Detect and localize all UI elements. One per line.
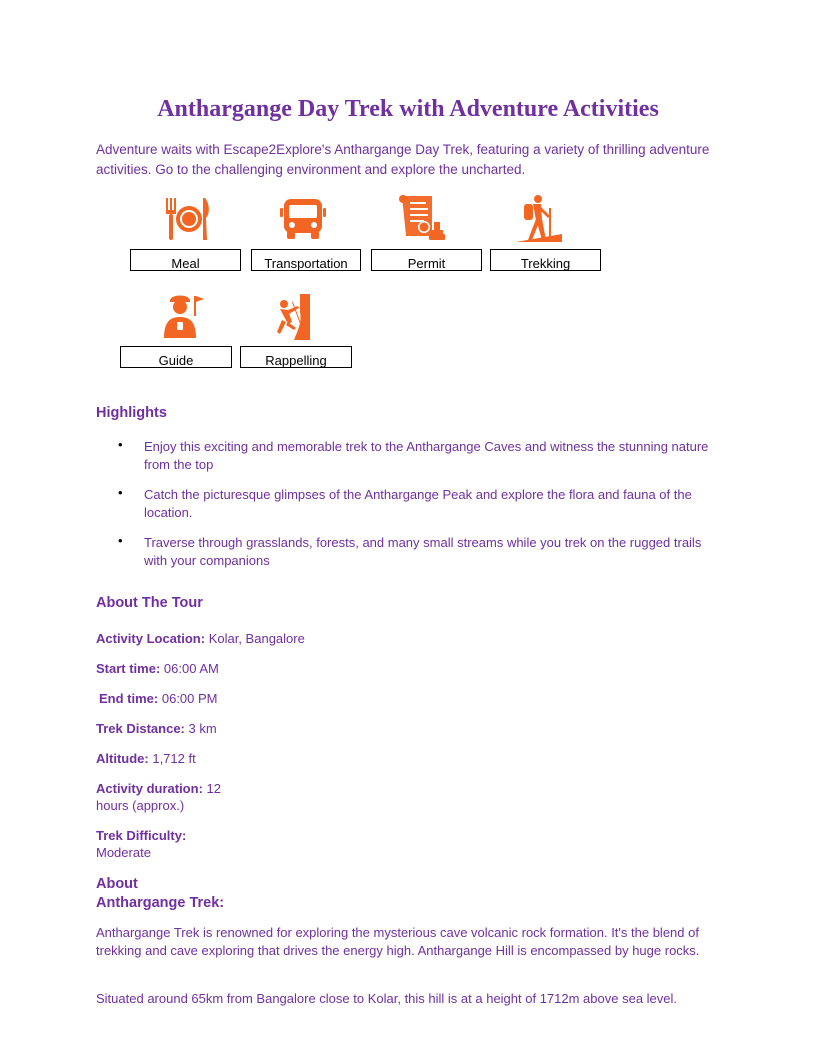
permit-icon: [398, 194, 448, 242]
feature-guide-label: Guide: [120, 346, 232, 368]
fact-location: Activity Location: Kolar, Bangalore: [96, 631, 305, 646]
guide-icon: [160, 292, 210, 340]
fact-altitude: Altitude: 1,712 ft: [96, 751, 196, 766]
list-item: • Enjoy this exciting and memorable trek to the Anthargange Caves and witness the stunning nature from the top: [118, 437, 709, 472]
feature-rappelling-label: Rappelling: [240, 346, 352, 368]
list-item: • Traverse through grasslands, forests, and many small streams while you trek on the rugged trails with your companions: [118, 533, 702, 568]
fact-difficulty: Trek Difficulty: Moderate: [96, 828, 187, 860]
highlights-list: [96, 438, 721, 582]
feature-permit-label: Permit: [371, 249, 482, 271]
fact-end-time: End time: 06:00 PM: [99, 691, 218, 706]
about-trek-heading: About Anthargange Trek:: [96, 876, 225, 911]
hiker-icon: [514, 194, 564, 242]
fact-trek-distance: Trek Distance: 3 km: [96, 721, 217, 736]
about-trek-paragraph-1: Anthargange Trek is renowned for exploring the mysterious cave volcanic rock formation. It's the blend of trekking and cave exploring that drives the energy high. Anthargange Hill is encompassed by huge rocks.: [96, 925, 700, 958]
climber-icon: [272, 292, 322, 340]
list-item: • Catch the picturesque glimpses of the Anthargange Peak and explore the flora and fauna of the location.: [118, 485, 692, 520]
feature-trekking-label: Trekking: [490, 249, 601, 271]
bus-icon: [278, 196, 328, 244]
feature-transportation-label: Transportation: [251, 249, 361, 271]
highlights-heading: Highlights: [96, 405, 167, 421]
feature-meal-label: Meal: [130, 249, 241, 271]
about-tour-heading: About The Tour: [96, 595, 203, 611]
fact-start-time: Start time: 06:00 AM: [96, 661, 219, 676]
fact-duration: Activity duration: 12 hours (approx.): [96, 781, 221, 813]
meal-icon: [162, 196, 212, 244]
intro-paragraph: Adventure waits with Escape2Explore's Anthargange Day Trek, featuring a variety of thrilling adventure activities. Go to the challenging environment and explore the uncharted.: [96, 142, 710, 177]
about-trek-paragraph-2: Situated around 65km from Bangalore close to Kolar, this hill is at a height of 1712m above sea level.: [96, 991, 678, 1006]
page-title: Anthargange Day Trek with Adventure Activities: [157, 96, 659, 122]
